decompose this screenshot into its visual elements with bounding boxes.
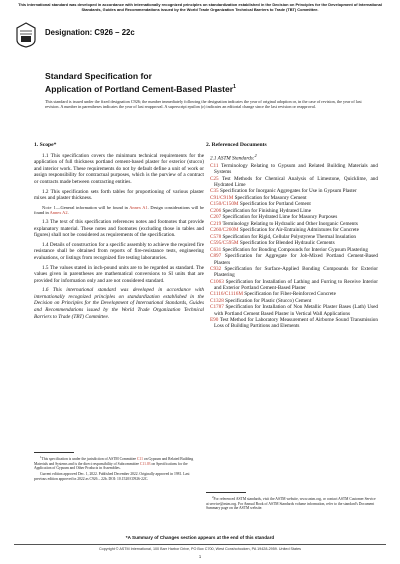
reference-title: Specification for Bonding Compounds for Interior Gypsum Plastering xyxy=(221,246,368,253)
reference-title: Specification for Plastic (Stucco) Cement xyxy=(223,297,312,304)
footnote-1-end: on Specifications for the Application of Gypsum and Other Products in Assemblies. xyxy=(34,461,188,471)
reference-item xyxy=(206,163,378,175)
refs-footnote-marker: 2 xyxy=(254,152,257,158)
scope-1-6: 1.6 This international standard was developed in accordance with internationally recognized principles on standardization established in the Decision on Principles for the Development of International Standards, Guides and Recommendations issued by the World Trade Organization Technical Barriers to Trade (TBT) Committee. xyxy=(34,287,204,320)
annex-a1-link[interactable]: Annex A1 xyxy=(129,204,148,210)
astm-standards-subheading xyxy=(210,153,378,162)
reference-code-link[interactable]: C150/C150M xyxy=(210,201,239,208)
intro-paragraph: This standard is issued under the fixed designation C926; the number immediately following the designation indicates the year of original adoption or, in the case of revision, the year of last revision. A number in parentheses indicates the year of last reapproval. A superscript epsilon (ε) indicates an editorial change since the last revision or reapproval. xyxy=(45,99,362,110)
scope-1-2: 1.2 This specification sets forth tables for proportioning of various plaster mixes and plaster thickness. xyxy=(34,188,204,202)
reference-item xyxy=(206,317,378,329)
reference-item xyxy=(206,304,378,316)
reference-title: Specification for Aggregate for Job-Mixed Portland Cement-Based Plasters xyxy=(214,253,378,266)
refs-heading: 2. Referenced Documents xyxy=(206,142,267,148)
reference-code-link[interactable]: C260/C260M xyxy=(210,227,239,234)
reference-code-link[interactable]: C897 xyxy=(210,253,222,260)
reference-title: Terminology Relating to Gypsum and Related Building Materials and Systems xyxy=(214,162,378,176)
footnote-1-mid: on Gypsum and Related Building Materials and Systems and is the direct responsibility of Subcommittee xyxy=(34,457,194,466)
summary-of-changes-note: *A Summary of Changes section appears at the end of this standard xyxy=(125,535,275,540)
reference-code-link[interactable]: C207 xyxy=(210,214,222,221)
reference-item xyxy=(206,253,378,265)
copyright-line: Copyright © ASTM International, 100 Barr Harbor Drive, PO Box C700, West Conshohocken, PA 19428-2959. United States xyxy=(98,547,301,551)
left-footnotes xyxy=(34,455,202,482)
reference-code-link[interactable]: C1063 xyxy=(210,278,224,285)
reference-title: Specification for Hydrated Lime for Masonry Purposes xyxy=(221,214,338,221)
committee-c11-link[interactable]: C11 xyxy=(136,457,143,462)
scope-heading: 1. Scope* xyxy=(34,142,57,148)
page-number: 1 xyxy=(198,554,202,559)
reference-title: Specification for Air-Entraining Admixtures for Concrete xyxy=(238,227,359,234)
reference-title: Specification for Installation of Non Metallic Plaster Bases (Lath) Used with Portland Cement Based Plaster in Vertical Wall Applications xyxy=(214,304,378,317)
note-1-end: . xyxy=(67,210,69,216)
reference-title: Specification for Rigid, Cellular Polystyrene Thermal Insulation xyxy=(221,233,357,240)
reference-code-link[interactable]: C206 xyxy=(210,207,222,214)
astm-standards-label: 2.1 ASTM Standards: xyxy=(210,155,255,162)
reference-title: Specification for Installation of Lathing and Furring to Receive Interior and Exterior Portland Cement-Based Plaster xyxy=(214,278,378,291)
document-title xyxy=(45,71,375,95)
reference-code-link[interactable]: C1328 xyxy=(210,297,224,304)
scope-1-1: 1.1 This specification covers the minimum technical requirements for the application of full thickness portland cement-based plaster for exterior (stucco) and interior work. These requirements do not by default define a unit of work or assign responsibility for contractual purposes, which is the purview of a contract or contracts made between contracting entities. xyxy=(34,152,204,185)
right-column xyxy=(206,142,378,330)
note-1 xyxy=(34,205,204,216)
reference-list xyxy=(206,163,378,330)
scope-1-4: 1.4 Details of construction for a specific assembly to achieve the required fire resistance shall be obtained from reports of fire-resistance tests, engineering evaluations, or listings from recognized fire testing laboratories. xyxy=(34,241,204,261)
reference-title: Test Methods for Chemical Analysis of Limestone, Quicklime, and Hydrated Lime xyxy=(214,175,378,188)
reference-title: Specification for Fiber-Reinforced Concrete xyxy=(242,291,336,298)
reference-item xyxy=(206,240,378,246)
reference-code-link[interactable]: E90 xyxy=(210,317,219,324)
reference-code-link[interactable]: C1116/C1116M xyxy=(210,291,243,298)
reference-code-link[interactable]: C1787 xyxy=(210,304,224,311)
footnote-2 xyxy=(206,495,378,511)
right-footnote-rule xyxy=(206,492,246,493)
reference-item xyxy=(206,291,378,297)
footnote-1 xyxy=(34,455,202,471)
reference-title: Terminology Relating to Hydraulic and Other Inorganic Cements xyxy=(221,220,358,227)
reference-title: Specification for Finishing Hydrated Lime xyxy=(221,207,312,214)
title-line-1: Standard Specification for xyxy=(45,71,152,81)
astm-logo-icon xyxy=(15,22,37,48)
annex-a2-link[interactable]: Annex A2 xyxy=(49,210,68,216)
reference-code-link[interactable]: C932 xyxy=(210,266,222,273)
footnote-2-text: For referenced ASTM standards, visit the ASTM website, www.astm.org, or contact ASTM Customer Service at service@astm.org. For Annual Book of ASTM Standards volume information, refer to the standard's Document Summary page on the ASTM website. xyxy=(206,497,376,511)
designation: Designation: C926 – 22c xyxy=(45,28,135,37)
left-column xyxy=(34,142,204,323)
left-footnote-rule xyxy=(34,452,74,453)
reference-item xyxy=(206,266,378,278)
footnote-1-edition: Current edition approved Dec. 1, 2022. Published December 2022. Originally approved in 1981. Last previous edition approved in 2022 as C926 – 22b. DOI: 10.1520/C0926-22C. xyxy=(34,472,190,481)
reference-code-link[interactable]: C578 xyxy=(210,233,222,240)
scope-1-5: 1.5 The values stated in inch-pound units are to be regarded as standard. The values given in parentheses are mathematical conversions to SI units that are provided for information only and are not considered standard. xyxy=(34,264,204,284)
reference-title: Specification for Blended Hydraulic Cements xyxy=(238,240,335,247)
reference-item xyxy=(206,279,378,291)
note-1-pre: —General information will be found in xyxy=(56,204,130,210)
reference-title: Specification for Portland Cement xyxy=(238,201,311,208)
note-1-mid: . Design considerations will be found in xyxy=(34,204,205,216)
subcommittee-c11-03-link[interactable]: C11.03 xyxy=(139,461,151,466)
standards-notice: This international standard was developed in accordance with internationally recognized principles on standardization established in the Decision on Principles for the Development of International Standards, Guides and Recommendations issued by the World Trade Organization Technical Barriers to Trade (TBT) Committee. xyxy=(18,2,382,12)
reference-title: Test Method for Laboratory Measurement of Airborne Sound Transmission Loss of Building Partitions and Elements xyxy=(214,317,378,330)
title-line-2 xyxy=(45,82,375,95)
reference-code-link[interactable]: C11 xyxy=(210,162,219,169)
reference-code-link[interactable]: C631 xyxy=(210,246,222,253)
reference-item xyxy=(206,176,378,188)
title-footnote-marker: 1 xyxy=(233,84,236,90)
reference-item xyxy=(206,201,378,207)
footnote-2-number: 2 xyxy=(212,495,214,499)
bottom-rule xyxy=(14,544,386,545)
footnote-1-pre: This specification is under the jurisdiction of ASTM Committee xyxy=(41,457,137,462)
reference-title: Specification for Inorganic Aggregates for Use in Gypsum Plaster xyxy=(218,188,357,195)
title-line-2-text: Application of Portland Cement-Based Plaster xyxy=(45,83,234,94)
footnote-1-number: 1 xyxy=(40,455,42,459)
reference-item xyxy=(206,214,378,220)
reference-title: Specification for Masonry Cement xyxy=(233,194,307,201)
note-1-label: Note 1 xyxy=(42,204,57,210)
reference-item xyxy=(206,188,378,194)
scope-1-3: 1.3 The text of this specification references notes and footnotes that provide explanatory material. These notes and footnotes (excluding those in tables and figures) shall not be considered as requirements of the specification. xyxy=(34,218,204,239)
reference-code-link[interactable]: C35 xyxy=(210,188,219,195)
right-footnotes xyxy=(206,495,378,512)
reference-code-link[interactable]: C25 xyxy=(210,175,219,182)
reference-code-link[interactable]: C219 xyxy=(210,220,222,227)
reference-code-link[interactable]: C91/C91M xyxy=(210,194,234,201)
reference-code-link[interactable]: C595/C595M xyxy=(210,240,239,247)
reference-title: Specification for Surface-Applied Bonding Compounds for Exterior Plastering xyxy=(214,266,378,279)
reference-item xyxy=(206,227,378,233)
